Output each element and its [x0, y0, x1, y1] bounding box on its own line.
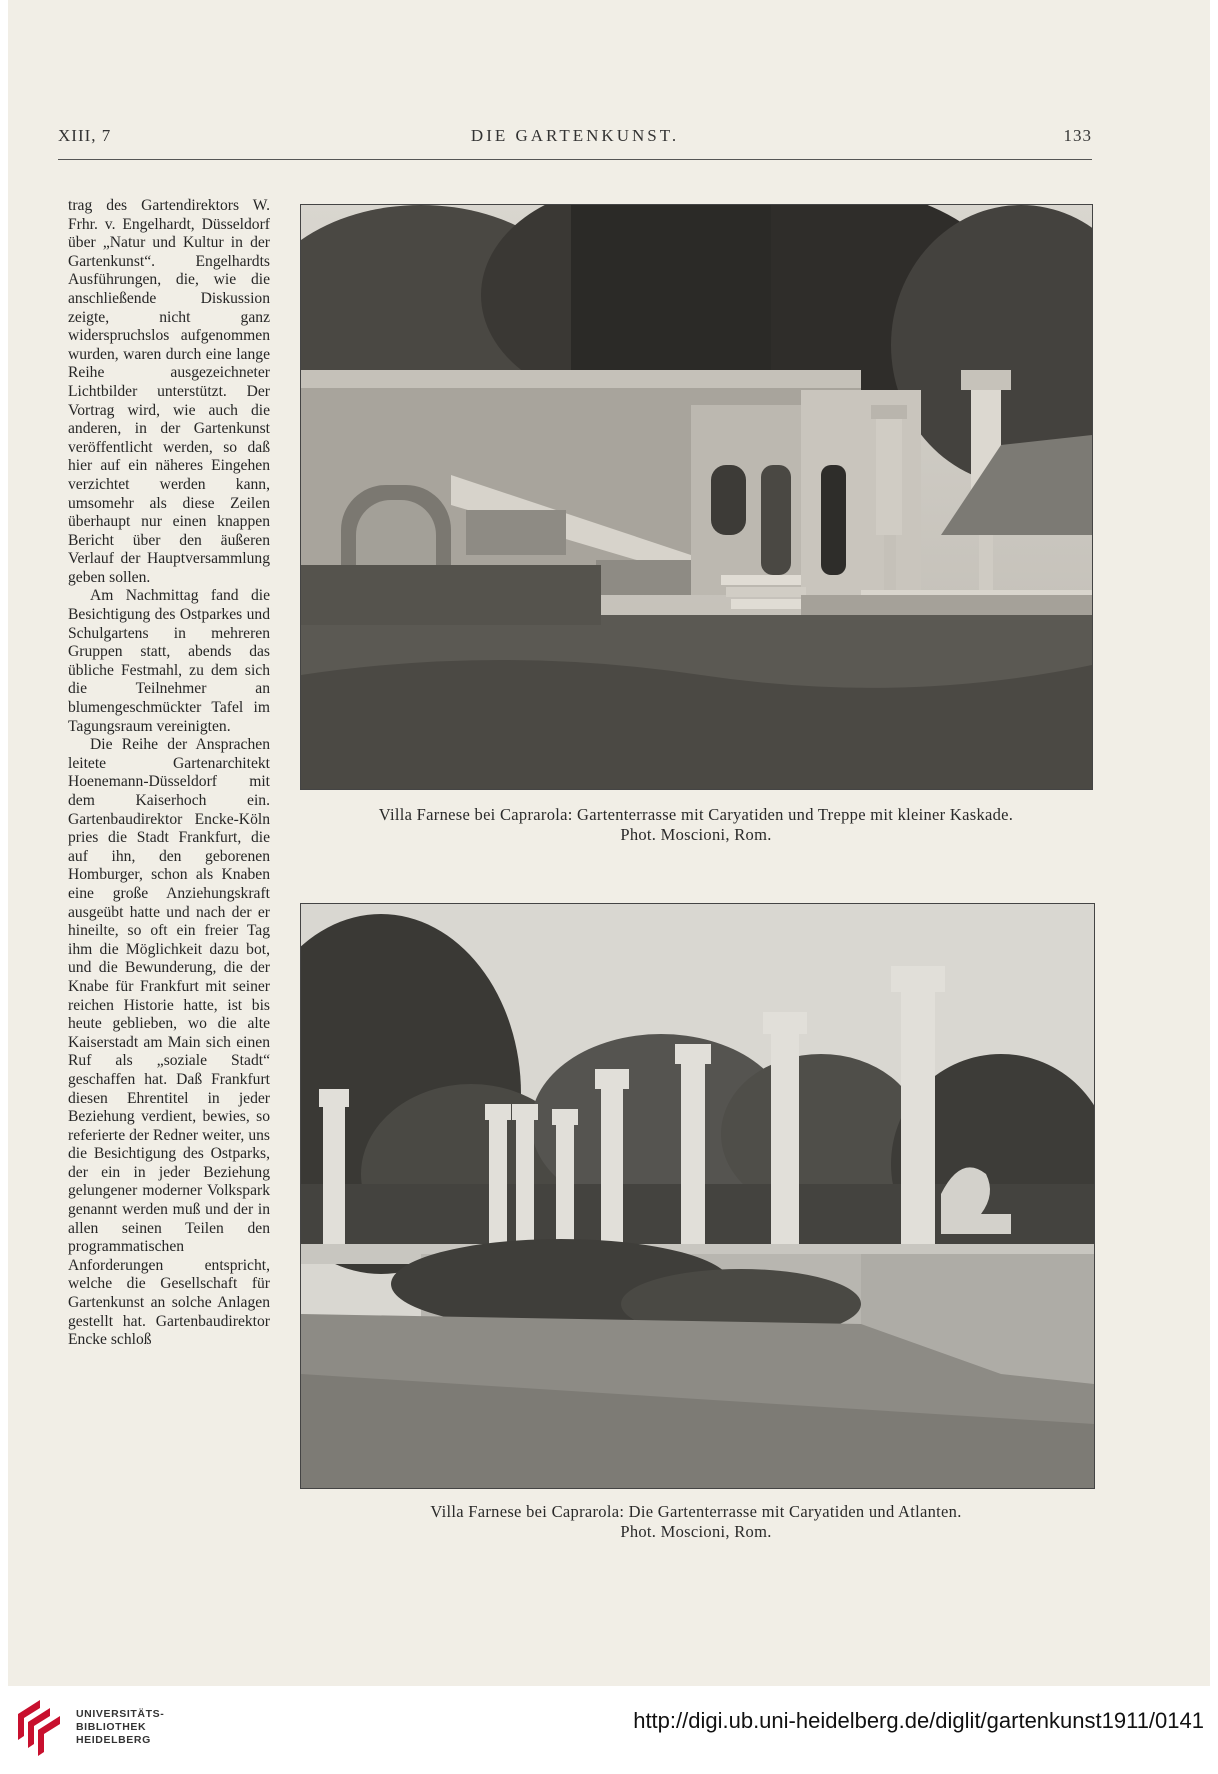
caption-figure-1 — [300, 805, 1092, 845]
paragraph-2: Am Nachmittag fand die Besichtigung des Ostparkes und Schulgartens in mehreren Gruppen statt, abends das übliche Festmahl, zu dem sich die Teilnehmer an blumengeschmückter Tafel im Tagungsraum vereinigten. — [68, 587, 270, 735]
caption-1-credit: Phot. Moscioni, Rom. — [620, 825, 772, 844]
paragraph-1: trag des Gartendirektors W. Frhr. v. Engelhardt, Düsseldorf über „Natur und Kultur in der Gartenkunst“. Engelhardts Ausführungen, die, wie die anschließende Diskussion zeigte, nicht ganz widerspruchslos aufgenommen wurden, waren durch eine lange Reihe ausgezeichneter Lichtbilder unterstützt. Der Vortrag wird, wie auch die anderen, in der Gartenkunst veröffentlicht werden, so daß hier auf ein näheres Eingehen verzichtet werden kann, umsomehr als diese Zeilen überhaupt nur einen knappen Bericht über den äußeren Verlauf der Hauptversammlung geben sollen. — [68, 197, 270, 586]
library-logo-icon — [14, 1696, 66, 1758]
caption-2-text: Villa Farnese bei Caprarola: Die Gartenterrasse mit Caryatiden und Atlanten. — [430, 1502, 962, 1521]
photo-garden-terrace-stairs — [300, 204, 1093, 790]
caption-1-text: Villa Farnese bei Caprarola: Gartenterrasse mit Caryatiden und Treppe mit kleiner Kaskade. — [378, 805, 1014, 824]
library-name-line-1: UNIVERSITÄTS- — [76, 1708, 165, 1720]
source-url[interactable]: http://digi.ub.uni-heidelberg.de/diglit/gartenkunst1911/0141 — [633, 1708, 1204, 1733]
library-name-line-2: BIBLIOTHEK — [76, 1721, 147, 1733]
photo-2-illustration — [301, 904, 1094, 1488]
paragraph-3: Die Reihe der Ansprachen leitete Gartenarchitekt Hoenemann-Düsseldorf mit dem Kaiserhoch ein. Gartenbaudirektor Encke-Köln pries die Stadt Frankfurt, die auf ihn, den geborenen Homburger, schon als Knaben eine große Anziehungskraft ausgeübt hatte und nach der er hineilte, so oft ein freier Tag ihm die Möglichkeit dazu bot, und die Bewunderung, die der Knabe für Frankfurt mit seiner reichen Historie hatte, ist bis heute geblieben, wo die alte Kaiserstadt am Main sich einen Ruf als „soziale Stadt“ geschaffen hat. Daß Frankfurt diesen Ehrentitel in jeder Beziehung verdient, bewies, so referierte der Redner weiter, uns die Besichtigung des Ostparks, der ein in jeder Beziehung gelungener moderner Volkspark genannt werden muß und der in allen seinen Teilen den programmatischen Anforderungen entspricht, welche die Gesellschaft für Gartenkunst an solche Anlagen gestellt hat. Gartenbaudirektor Encke schloß — [68, 736, 270, 1349]
header-rule — [58, 159, 1092, 160]
running-header — [58, 126, 1092, 152]
caption-figure-2 — [300, 1502, 1092, 1542]
library-name — [76, 1708, 164, 1747]
journal-title: DIE GARTENKUNST. — [470, 126, 680, 145]
text-column — [68, 197, 270, 1350]
library-footer — [0, 1686, 1218, 1774]
photo-1-illustration — [301, 205, 1092, 789]
volume-issue: XIII, 7 — [58, 126, 112, 145]
library-name-line-3: HEIDELBERG — [76, 1734, 151, 1746]
photo-terrace-caryatids-atlantes — [300, 903, 1095, 1489]
caption-2-credit: Phot. Moscioni, Rom. — [620, 1522, 772, 1541]
page-number: 133 — [1063, 126, 1092, 145]
